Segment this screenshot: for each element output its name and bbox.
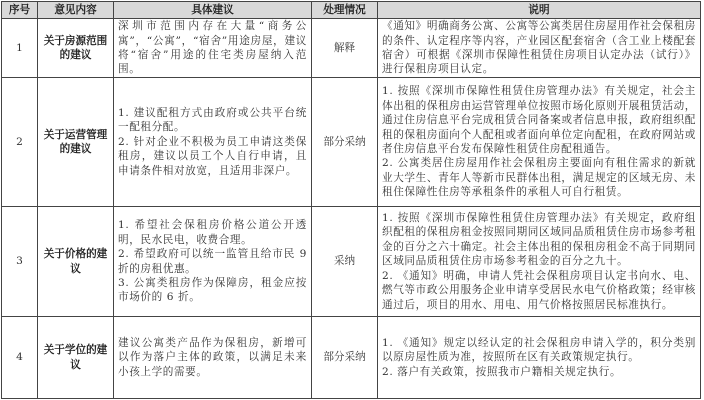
explanation-text: 2. 落户有关政策，按照我市户籍相关规定执行。: [382, 365, 622, 378]
row-suggestion: [114, 317, 312, 399]
explanation-text: 2. 公寓类居住房屋用作社会保租房主要面向有租住需求的新就业大学生、青年人等新市民群体出租，满足规定的区域无房、未租住保障性住房等承租条件的承租人可自行租赁。: [382, 157, 696, 199]
row-status: 采纳: [312, 207, 378, 317]
row-no: 4: [2, 317, 38, 399]
header-explanation: 说明: [378, 2, 701, 19]
suggestion-text: 1. 建议配租方式由政府或公共平台统一配租分配。: [118, 106, 307, 134]
explanation-text: 2. 《通知》明确，申请人凭社会保租房项目认定书向水、电、燃气等市政公用服务企业申请享受居民水电气价格政策；经审核通过后，项目的用水、用电、用气价格按照居民标准执行。: [382, 269, 696, 311]
header-row: [2, 2, 701, 19]
opinion-table: [1, 1, 701, 399]
table-row: [2, 78, 701, 207]
row-suggestion: [114, 19, 312, 78]
header-suggestion: 具体建议: [114, 2, 312, 19]
row-no: 1: [2, 19, 38, 78]
suggestion-text: 2. 针对企业不积极为员工申请这类保租房，建议以员工个人自行申请，且申请条件相对放宽，且适用非深户。: [118, 135, 307, 177]
row-status: 部分采纳: [312, 317, 378, 399]
header-no: 序号: [2, 2, 38, 19]
row-suggestion: [114, 78, 312, 207]
explanation-text: 1. 按照《深圳市保障性租赁住房管理办法》有关规定，政府组织配租的保租房租金按照同期同区域同品质租赁住房市场参考租金的百分之六十确定。社会主体出租的保租房租金不高于同期同区域同品质租赁住房市场参考租金的百分之九十。: [382, 212, 696, 268]
header-status: 处理情况: [312, 2, 378, 19]
explanation-text: 1. 按照《深圳市保障性租赁住房管理办法》有关规定，社会主体出租的保租房由运营管理单位按照市场化原则开展租赁活动，通过住房信息平台完成租赁合同备案或者信息申报，政府组织配租的保租房面向个人配租或者面向单位定向配租，在政府网站或者住房信息平台发布保障性租赁住房配租通告。: [382, 85, 696, 155]
row-topic: 关于运营管理的建议: [38, 78, 114, 207]
row-explanation: [378, 317, 701, 399]
table-row: [2, 19, 701, 78]
suggestion-text: 1. 希望社会保租房价格公道公开透明，民水民电，收费合理。: [118, 219, 307, 246]
suggestion-text: 3. 公寓类租房作为保障房，租金应按市场价的 6 折。: [118, 276, 307, 304]
suggestion-text: 2. 希望政府可以统一监管且给市民 9 折的房租优惠。: [118, 248, 307, 275]
header-topic: 意见内容: [38, 2, 114, 19]
table-row: [2, 207, 701, 317]
explanation-text: 1. 《通知》规定以经认定的社会保租房申请入学的，积分类别以原房屋性质为准，按照所在区有关政策规定执行。: [382, 336, 696, 364]
row-no: 3: [2, 207, 38, 317]
row-explanation: [378, 19, 701, 78]
row-topic: 关于价格的建议: [38, 207, 114, 317]
explanation-text: 《通知》明确商务公寓、公寓等公寓类居住房屋用作社会保租房的条件、认定程序等内容，产业园区配套宿舍（含工业上楼配套宿舍）可根据《深圳市保障性租赁住房项目认定办法（试行）》进行保租房项目认定。: [382, 20, 696, 76]
row-explanation: [378, 78, 701, 207]
suggestion-text: 深圳市范围内存在大量“商务公寓”，“公寓”，“宿舍”用途房屋，建议将“宿舍”用途的住宅类房屋纳入范围。: [118, 20, 307, 76]
row-no: 2: [2, 78, 38, 207]
table-row: [2, 317, 701, 399]
row-status: 部分采纳: [312, 78, 378, 207]
row-explanation: [378, 207, 701, 317]
suggestion-text: 建议公寓类产品作为保租房，新增可以作为落户主体的政策，以满足未来小孩上学的需要。: [118, 336, 307, 378]
row-suggestion: [114, 207, 312, 317]
row-topic: 关于学位的建议: [38, 317, 114, 399]
row-status: 解释: [312, 19, 378, 78]
row-topic: 关于房源范围的建议: [38, 19, 114, 78]
